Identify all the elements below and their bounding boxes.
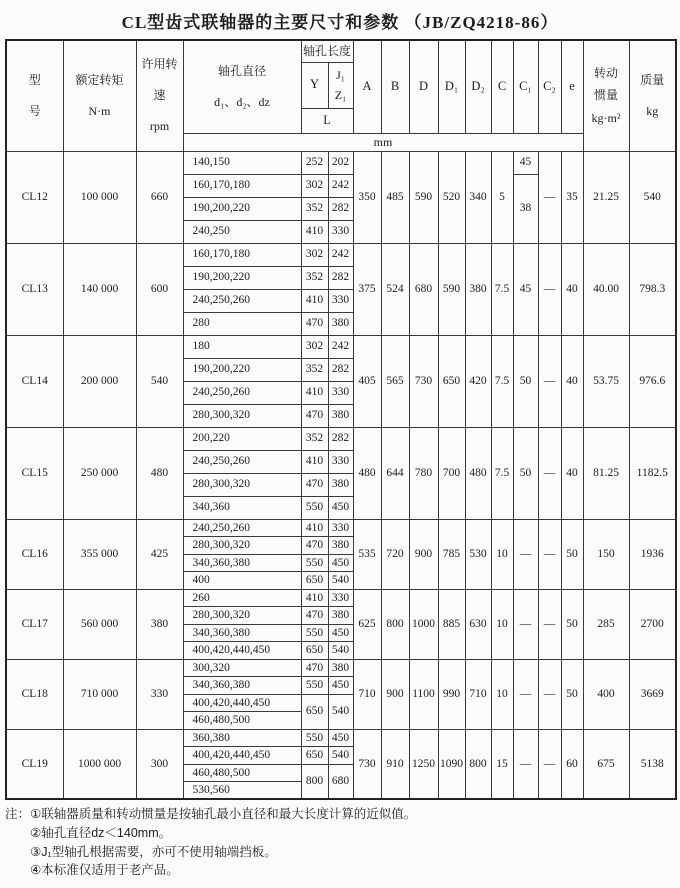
l-length-cell: 330 (328, 381, 353, 404)
bore-diameter-cell: 190,200,220 (183, 358, 301, 381)
torque-cell: 1000 000 (63, 729, 136, 799)
table-row (6, 519, 676, 537)
bore-diameter-cell: 240,250,260 (183, 381, 301, 404)
y-length-cell: 302 (301, 174, 328, 197)
dim-C2-cell: — (538, 243, 561, 335)
mass-cell: 1182.5 (629, 427, 676, 519)
l-length-cell: 540 (328, 572, 353, 590)
dim-C-cell: 15 (491, 729, 513, 799)
y-length-cell: 550 (301, 677, 328, 695)
header-col-D1: D₁ (438, 40, 465, 133)
dim-C2-cell: — (538, 589, 561, 659)
bore-diameter-cell: 260 (183, 589, 301, 607)
table-row (6, 427, 676, 450)
header-allowable-speed: 许用转速 rpm (136, 40, 183, 151)
dim-e-cell: 50 (561, 519, 583, 589)
inertia-cell: 81.25 (583, 427, 629, 519)
header-col-D: D (409, 40, 438, 133)
torque-cell: 355 000 (63, 519, 136, 589)
l-length-cell: 282 (328, 427, 353, 450)
dim-C2-cell: — (538, 151, 561, 243)
bore-diameter-cell: 140,150 (183, 151, 301, 174)
dim-B-cell: 565 (381, 335, 409, 427)
y-length-cell: 352 (301, 197, 328, 220)
bore-diameter-cell: 340,360 (183, 496, 301, 519)
l-length-cell: 242 (328, 174, 353, 197)
dim-A-cell: 350 (353, 151, 381, 243)
inertia-cell: 400 (583, 659, 629, 729)
l-length-cell: 540 (328, 694, 353, 729)
y-length-cell: 470 (301, 312, 328, 335)
dim-B-cell: 900 (381, 659, 409, 729)
dim-D2-cell: 710 (465, 659, 491, 729)
l-length-cell: 380 (328, 473, 353, 496)
l-length-cell: 380 (328, 607, 353, 625)
y-length-cell: 352 (301, 266, 328, 289)
header-col-A: A (353, 40, 381, 133)
header-col-C: C (491, 40, 513, 133)
y-length-cell: 550 (301, 496, 328, 519)
y-length-cell: 550 (301, 554, 328, 572)
torque-cell: 250 000 (63, 427, 136, 519)
l-length-cell: 330 (328, 450, 353, 473)
l-length-cell: 540 (328, 747, 353, 765)
dim-e-cell: 50 (561, 659, 583, 729)
bore-diameter-cell: 280,300,320 (183, 537, 301, 555)
row-group-cl17 (6, 589, 676, 659)
speed-cell: 660 (136, 151, 183, 243)
dim-D-cell: 730 (409, 335, 438, 427)
row-group-cl13 (6, 243, 676, 335)
model-cell: CL14 (6, 335, 63, 427)
y-length-cell: 470 (301, 537, 328, 555)
model-cell: CL16 (6, 519, 63, 589)
dim-D1-cell: 700 (438, 427, 465, 519)
bore-diameter-cell: 280,300,320 (183, 404, 301, 427)
dim-C1-cell: 50 (513, 427, 538, 519)
header-col-D2: D₂ (465, 40, 491, 133)
mass-cell: 1936 (629, 519, 676, 589)
l-length-cell: 330 (328, 289, 353, 312)
y-length-cell: 470 (301, 659, 328, 677)
header-col-B: B (381, 40, 409, 133)
bore-diameter-cell: 300,320 (183, 659, 301, 677)
footnotes (5, 805, 675, 880)
l-length-cell: 540 (328, 642, 353, 660)
bore-diameter-cell: 400,420,440,450 (183, 694, 301, 712)
header-inertia: 转动 惯量 kg·m² (583, 40, 629, 151)
dim-C-cell: 7.5 (491, 335, 513, 427)
bore-diameter-cell: 280,300,320 (183, 473, 301, 496)
bore-diameter-cell: 240,250,260 (183, 519, 301, 537)
mass-cell: 976.6 (629, 335, 676, 427)
mass-cell: 540 (629, 151, 676, 243)
bore-diameter-cell: 340,360,380 (183, 677, 301, 695)
mass-cell: 798.3 (629, 243, 676, 335)
dim-A-cell: 375 (353, 243, 381, 335)
y-length-cell: 650 (301, 747, 328, 765)
dim-D2-cell: 800 (465, 729, 491, 799)
l-length-cell: 680 (328, 764, 353, 799)
table-row (6, 729, 676, 747)
dim-C-cell: 7.5 (491, 243, 513, 335)
dim-C2-cell: — (538, 659, 561, 729)
dim-A-cell: 480 (353, 427, 381, 519)
dim-D2-cell: 630 (465, 589, 491, 659)
dim-C-cell: 10 (491, 519, 513, 589)
bore-diameter-cell: 360,380 (183, 729, 301, 747)
dim-D1-cell: 885 (438, 589, 465, 659)
l-length-cell: 380 (328, 537, 353, 555)
l-length-cell: 380 (328, 659, 353, 677)
dim-B-cell: 720 (381, 519, 409, 589)
y-length-cell: 410 (301, 289, 328, 312)
table-row (6, 151, 676, 174)
table-row (6, 659, 676, 677)
dim-C-cell: 10 (491, 659, 513, 729)
y-length-cell: 550 (301, 624, 328, 642)
model-cell: CL12 (6, 151, 63, 243)
dim-D2-cell: 380 (465, 243, 491, 335)
l-length-cell: 380 (328, 312, 353, 335)
dim-C2-cell: — (538, 335, 561, 427)
dim-D-cell: 1000 (409, 589, 438, 659)
bore-diameter-cell: 460,480,500 (183, 764, 301, 782)
speed-cell: 380 (136, 589, 183, 659)
dim-e-cell: 35 (561, 151, 583, 243)
bore-diameter-cell: 340,360,380 (183, 624, 301, 642)
dim-D2-cell: 530 (465, 519, 491, 589)
dim-C-cell: 10 (491, 589, 513, 659)
table-row (6, 589, 676, 607)
header-col-L: L (301, 108, 353, 133)
table-row (6, 335, 676, 358)
torque-cell: 710 000 (63, 659, 136, 729)
dim-C-cell: 5 (491, 151, 513, 243)
y-length-cell: 650 (301, 572, 328, 590)
torque-cell: 560 000 (63, 589, 136, 659)
inertia-cell: 675 (583, 729, 629, 799)
dim-e-cell: 40 (561, 427, 583, 519)
dim-A-cell: 535 (353, 519, 381, 589)
dim-D1-cell: 1090 (438, 729, 465, 799)
header-col-C1: C₁ (513, 40, 538, 133)
note-prefix: 注： (5, 807, 31, 821)
dim-C1-cell: — (513, 729, 538, 799)
header-bore-diameter: 轴孔直径 d₁、d₂、dz (183, 40, 301, 133)
l-length-cell: 450 (328, 729, 353, 747)
dim-B-cell: 485 (381, 151, 409, 243)
dim-e-cell: 50 (561, 589, 583, 659)
model-cell: CL18 (6, 659, 63, 729)
model-cell: CL17 (6, 589, 63, 659)
header-mass: 质量 kg (629, 40, 676, 151)
dim-e-cell: 40 (561, 335, 583, 427)
speed-cell: 540 (136, 335, 183, 427)
dim-D1-cell: 650 (438, 335, 465, 427)
l-length-cell: 330 (328, 220, 353, 243)
dim-A-cell: 730 (353, 729, 381, 799)
dim-A-cell: 405 (353, 335, 381, 427)
l-length-cell: 242 (328, 335, 353, 358)
bore-diameter-cell: 160,170,180 (183, 174, 301, 197)
header-bore-length: 轴孔长度 (301, 40, 353, 62)
l-length-cell: 450 (328, 624, 353, 642)
header-col-C2: C₂ (538, 40, 561, 133)
dim-C1-upper-cell: 45 (513, 151, 538, 174)
l-length-cell: 282 (328, 197, 353, 220)
y-length-cell: 352 (301, 427, 328, 450)
dim-D1-cell: 990 (438, 659, 465, 729)
y-length-cell: 410 (301, 220, 328, 243)
table-header (6, 40, 676, 151)
mass-cell: 2700 (629, 589, 676, 659)
bore-diameter-cell: 280,300,320 (183, 607, 301, 625)
y-length-cell: 252 (301, 151, 328, 174)
torque-cell: 200 000 (63, 335, 136, 427)
inertia-cell: 21.25 (583, 151, 629, 243)
l-length-cell: 282 (328, 358, 353, 381)
l-length-cell: 282 (328, 266, 353, 289)
bore-diameter-cell: 160,170,180 (183, 243, 301, 266)
model-cell: CL19 (6, 729, 63, 799)
l-length-cell: 202 (328, 151, 353, 174)
dim-D-cell: 1100 (409, 659, 438, 729)
bore-diameter-cell: 530,560 (183, 782, 301, 800)
dim-D1-cell: 785 (438, 519, 465, 589)
inertia-cell: 150 (583, 519, 629, 589)
l-length-cell: 450 (328, 496, 353, 519)
y-length-cell: 410 (301, 589, 328, 607)
mass-cell: 3669 (629, 659, 676, 729)
l-length-cell: 330 (328, 589, 353, 607)
dim-C-cell: 7.5 (491, 427, 513, 519)
dim-D2-cell: 420 (465, 335, 491, 427)
dim-C1-cell: — (513, 589, 538, 659)
dim-C1-cell: 45 (513, 243, 538, 335)
speed-cell: 300 (136, 729, 183, 799)
dim-A-cell: 625 (353, 589, 381, 659)
dim-e-cell: 40 (561, 243, 583, 335)
bore-diameter-cell: 400,420,440,450 (183, 642, 301, 660)
dim-C2-cell: — (538, 427, 561, 519)
dim-D2-cell: 340 (465, 151, 491, 243)
note-line-1: ①联轴器质量和转动惯量是按轴孔最小直径和最大长度计算的近似值。 (30, 807, 417, 821)
speed-cell: 480 (136, 427, 183, 519)
bore-diameter-cell: 240,250,260 (183, 450, 301, 473)
row-group-cl18 (6, 659, 676, 729)
l-length-cell: 450 (328, 554, 353, 572)
y-length-cell: 470 (301, 607, 328, 625)
header-col-e: e (561, 40, 583, 133)
y-length-cell: 410 (301, 450, 328, 473)
bore-diameter-cell: 240,250 (183, 220, 301, 243)
header-rated-torque: 额定转矩 N·m (63, 40, 136, 151)
bore-diameter-cell: 200,220 (183, 427, 301, 450)
y-length-cell: 470 (301, 404, 328, 427)
model-cell: CL13 (6, 243, 63, 335)
speed-cell: 600 (136, 243, 183, 335)
y-length-cell: 800 (301, 764, 328, 799)
dim-D-cell: 680 (409, 243, 438, 335)
l-length-cell: 450 (328, 677, 353, 695)
dim-D-cell: 780 (409, 427, 438, 519)
y-length-cell: 302 (301, 243, 328, 266)
header-col-Y: Y (301, 62, 328, 108)
header-model: 型 号 (6, 40, 63, 151)
mass-cell: 5138 (629, 729, 676, 799)
dim-e-cell: 60 (561, 729, 583, 799)
dim-B-cell: 800 (381, 589, 409, 659)
dim-D-cell: 590 (409, 151, 438, 243)
dim-D1-cell: 520 (438, 151, 465, 243)
bore-diameter-cell: 190,200,220 (183, 266, 301, 289)
bore-diameter-cell: 460,480,500 (183, 712, 301, 730)
dim-C1-cell: 50 (513, 335, 538, 427)
note-line-3: ③J₁型轴孔根据需要，亦可不使用轴端挡板。 (30, 844, 277, 859)
y-length-cell: 410 (301, 519, 328, 537)
page-title: CL型齿式联轴器的主要尺寸和参数 （JB/ZQ4218-86） (121, 13, 559, 32)
row-group-cl12 (6, 151, 676, 243)
dim-D-cell: 900 (409, 519, 438, 589)
dim-C1-cell: — (513, 659, 538, 729)
dim-C1-cell: — (513, 519, 538, 589)
y-length-cell: 470 (301, 473, 328, 496)
row-group-cl15 (6, 427, 676, 519)
row-group-cl19 (6, 729, 676, 799)
note-line-4: ④本标准仅适用于老产品。 (30, 863, 179, 878)
l-length-cell: 242 (328, 243, 353, 266)
bore-diameter-cell: 400,420,440,450 (183, 747, 301, 765)
note-line-2: ②轴孔直径dz＜140mm。 (30, 825, 172, 840)
inertia-cell: 285 (583, 589, 629, 659)
dim-C2-cell: — (538, 729, 561, 799)
dim-A-cell: 710 (353, 659, 381, 729)
speed-cell: 330 (136, 659, 183, 729)
coupling-parameters-table (5, 39, 677, 800)
row-group-cl14 (6, 335, 676, 427)
bore-diameter-cell: 280 (183, 312, 301, 335)
row-group-cl16 (6, 519, 676, 589)
y-length-cell: 650 (301, 642, 328, 660)
y-length-cell: 352 (301, 358, 328, 381)
dim-C2-cell: — (538, 519, 561, 589)
table-row (6, 243, 676, 266)
speed-cell: 425 (136, 519, 183, 589)
y-length-cell: 550 (301, 729, 328, 747)
bore-diameter-cell: 190,200,220 (183, 197, 301, 220)
bore-diameter-cell: 400 (183, 572, 301, 590)
l-length-cell: 380 (328, 404, 353, 427)
model-cell: CL15 (6, 427, 63, 519)
y-length-cell: 410 (301, 381, 328, 404)
dim-D2-cell: 480 (465, 427, 491, 519)
dim-D-cell: 1250 (409, 729, 438, 799)
torque-cell: 140 000 (63, 243, 136, 335)
header-unit-mm: mm (183, 133, 583, 151)
y-length-cell: 650 (301, 694, 328, 729)
bore-diameter-cell: 340,360,380 (183, 554, 301, 572)
l-length-cell: 330 (328, 519, 353, 537)
dim-C1-lower-cell: 38 (513, 174, 538, 243)
inertia-cell: 40.00 (583, 243, 629, 335)
torque-cell: 100 000 (63, 151, 136, 243)
header-col-J1-Z1: J₁ Z₁ (328, 62, 353, 108)
dim-D1-cell: 590 (438, 243, 465, 335)
dim-B-cell: 524 (381, 243, 409, 335)
bore-diameter-cell: 180 (183, 335, 301, 358)
dim-B-cell: 910 (381, 729, 409, 799)
inertia-cell: 53.75 (583, 335, 629, 427)
dim-B-cell: 644 (381, 427, 409, 519)
bore-diameter-cell: 240,250,260 (183, 289, 301, 312)
y-length-cell: 302 (301, 335, 328, 358)
